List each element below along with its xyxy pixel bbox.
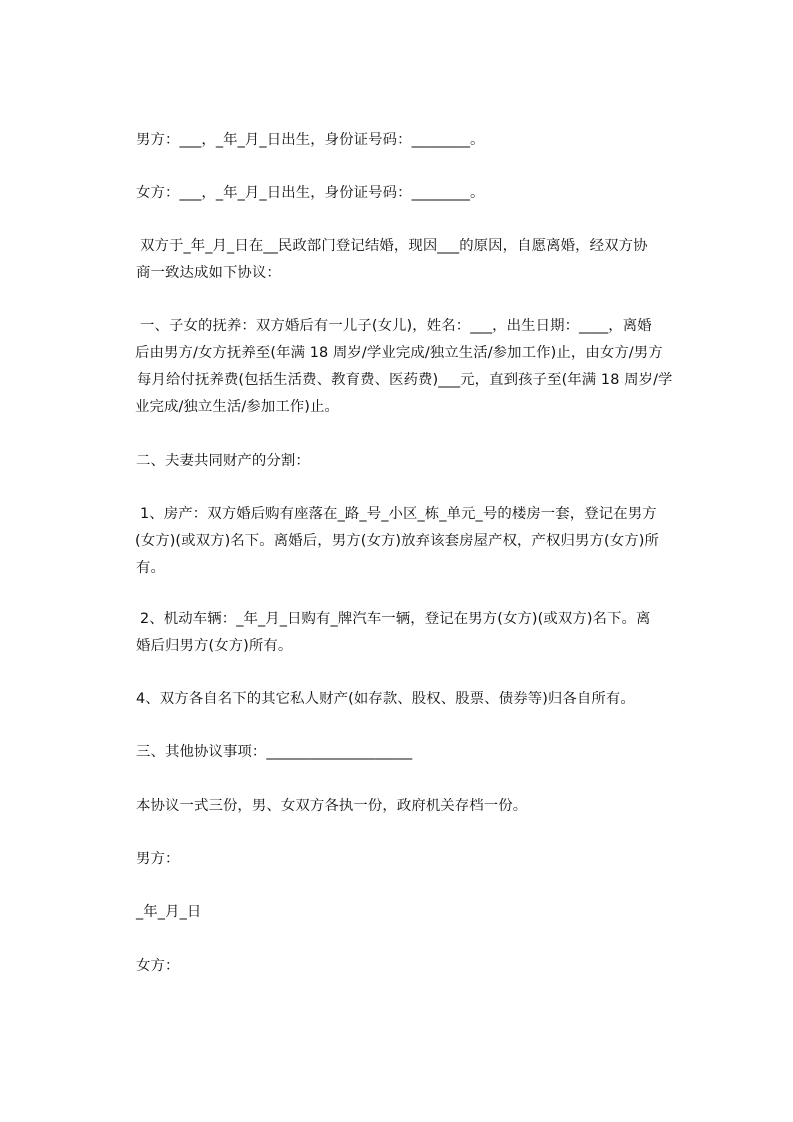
text-line: 每月给付抚养费(包括生活费、教育费、医药费)___元，直到孩子至(年满 18 周岁/学 (137, 372, 673, 388)
female-party-paragraph (136, 180, 708, 207)
text-line: (女方)(或双方)名下。离婚后，男方(女方)放弃该套房屋产权，产权归男方(女方)所 (135, 533, 659, 549)
text-line: 业完成/独立生活/参加工作)止。 (135, 399, 339, 415)
text-line: 有。 (136, 560, 165, 576)
section-1-paragraph (136, 313, 708, 421)
text-line: 1、房产：双方婚后购有座落在_路_号_小区_栋_单元_号的楼房一套，登记在男方 (140, 506, 657, 522)
text-line: 4、双方各自名下的其它私人财产(如存款、股权、股票、债券等)归各自所有。 (136, 691, 635, 707)
text-line: 女方：___，_年_月_日出生，身份证号码：________。 (136, 185, 485, 201)
text-line: 女方： (136, 958, 180, 974)
text-line: 二、夫妻共同财产的分割： (136, 453, 310, 469)
text-line: 2、机动车辆：_年_月_日购有_牌汽车一辆，登记在男方(女方)(或双方)名下。离 (140, 611, 651, 627)
text-line: 商一致达成如下协议： (136, 265, 281, 281)
copies-paragraph (136, 793, 708, 820)
text-line: 三、其他协议事项：____________________ (136, 744, 413, 760)
text-line: 一、子女的抚养：双方婚后有一儿子(女儿)，姓名：___，出生日期：____，离婚 (140, 318, 652, 334)
item-2-paragraph (136, 606, 708, 660)
text-line: 男方： (136, 851, 180, 867)
text-line: 后由男方/女方抚养至(年满 18 周岁/学业完成/独立生活/参加工作)止，由女方/男方 (135, 345, 663, 361)
intro-paragraph (136, 233, 708, 287)
male-party-paragraph (136, 127, 708, 154)
text-line: 双方于_年_月_日在__民政部门登记结婚，现因___的原因，自愿离婚，经双方协 (140, 238, 648, 254)
item-1-paragraph (136, 501, 708, 582)
text-line: 婚后归男方(女方)所有。 (136, 638, 293, 654)
section-3-paragraph (136, 739, 708, 766)
item-4-paragraph (136, 686, 708, 713)
text-line: _年_月_日 (136, 904, 202, 920)
signature-female (136, 953, 708, 980)
text-line: 本协议一式三份，男、女双方各执一份，政府机关存档一份。 (136, 798, 528, 814)
signature-male (136, 846, 708, 873)
signature-date (136, 899, 708, 926)
section-2-heading (136, 448, 708, 475)
text-line: 男方：___，_年_月_日出生，身份证号码：________。 (136, 132, 485, 148)
